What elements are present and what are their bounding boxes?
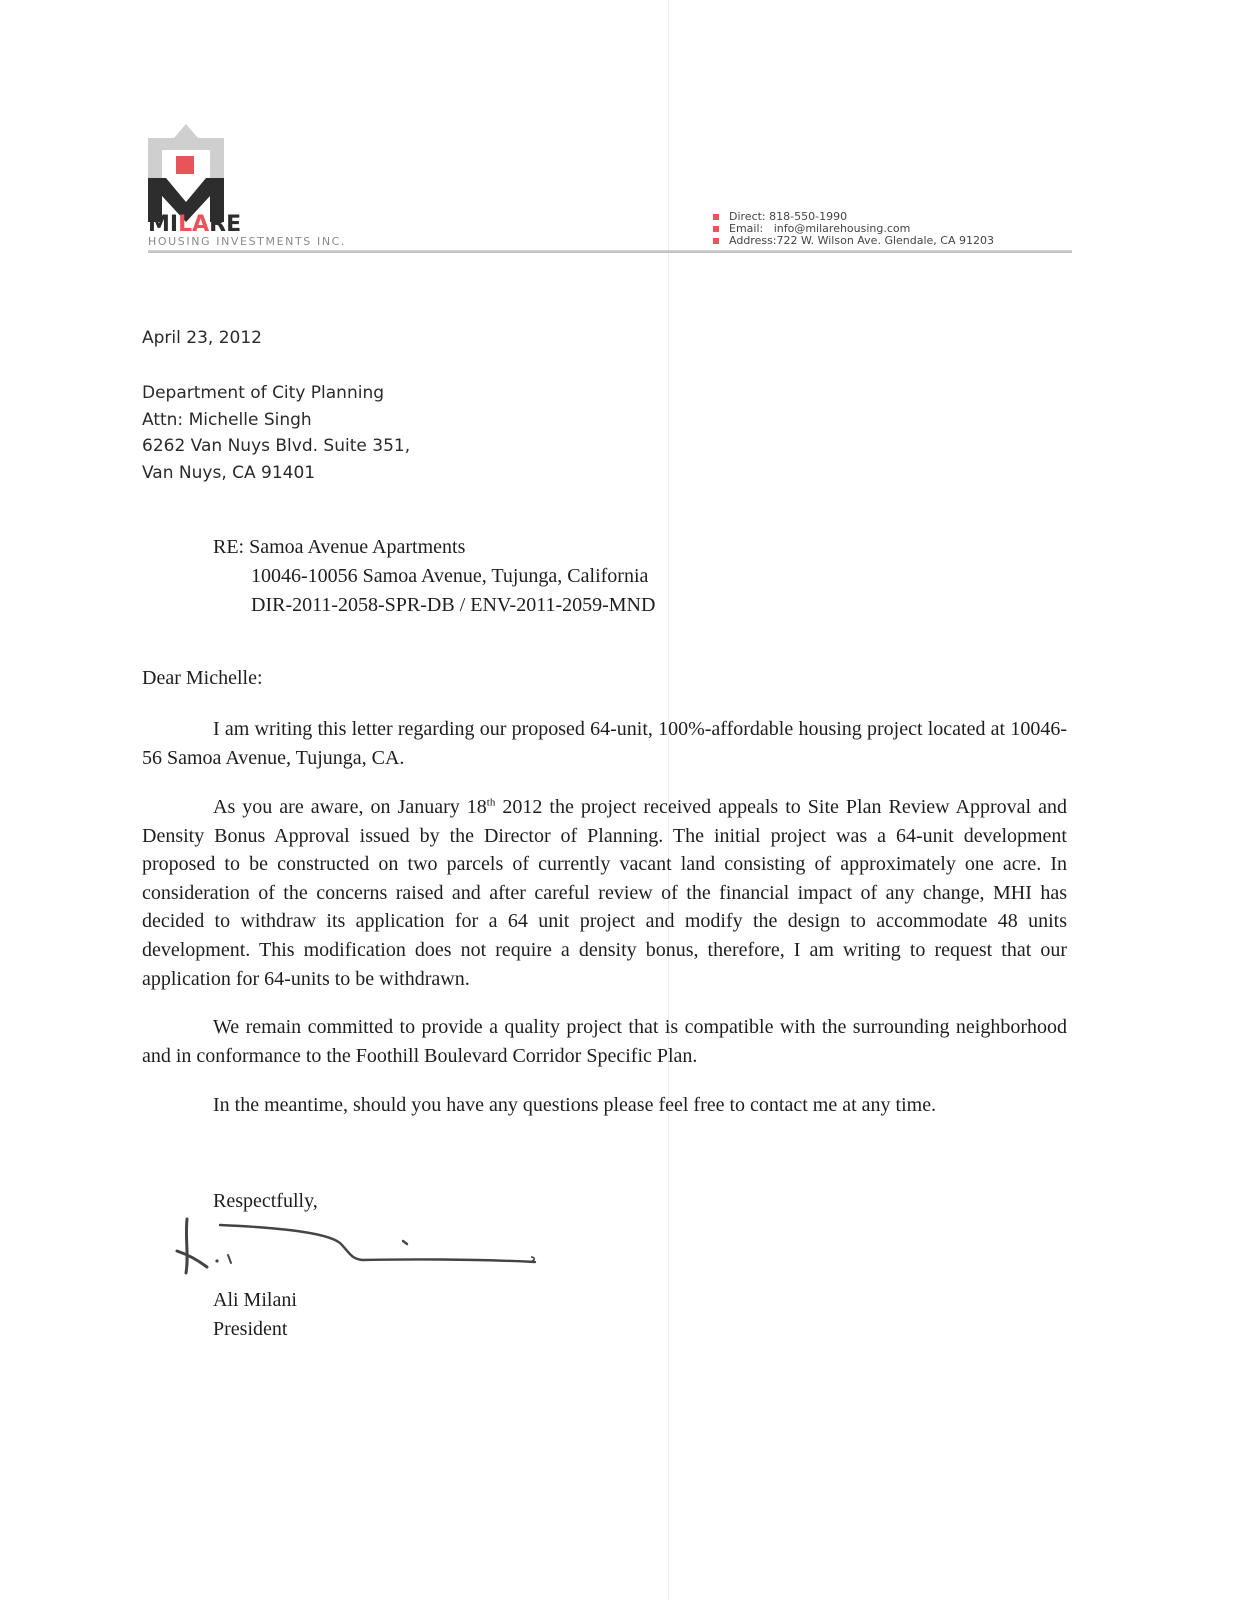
signer-block [213,1286,297,1344]
handwritten-signature-icon [175,1215,545,1285]
contact-email: Email: info@milarehousing.com [713,223,994,235]
brand-tagline: HOUSING INVESTMENTS INC. [148,235,347,248]
milare-logo-icon [148,124,228,222]
brand-name: MILARE [148,212,242,237]
body-paragraph-1: I am writing this letter regarding our proposed 64-unit, 100%-affordable housing project located at 10046-56 Samoa Avenue, Tujunga, CA. [142,718,1067,769]
closing: Respectfully, [213,1190,318,1212]
letterhead-divider [148,250,1072,253]
letter-date: April 23, 2012 [142,328,262,348]
bullet-icon [713,238,719,244]
signer-name: Ali Milani [213,1289,297,1311]
bullet-icon [713,226,719,232]
logo-red-square [176,156,194,174]
body-paragraph-2: As you are aware, on January 18th 2012 the project received appeals to Site Plan Review Approval and Density Bonus Approval issued by the Director of Planning. The initial project was a 64-unit development proposed to be constructed on two parcels of currently vacant land consisting of approximately one acre. In consideration of the concerns raised and after careful review of the financial impact of any change, MHI has decided to withdraw its application for a 64 unit project and modify the design to accommodate 48 units development. This modification does not require a density bonus, therefore, I am writing to request that our application for 64-units to be withdrawn. [142,796,1067,990]
recipient-address: Department of City Planning Attn: Michelle Singh 6262 Van Nuys Blvd. Suite 351, Van Nuys, CA 91401 [142,383,411,483]
body-paragraph-3: We remain committed to provide a quality project that is compatible with the surrounding neighborhood and in conformance to the Foothill Boulevard Corridor Specific Plan. [142,1016,1067,1067]
contact-block [713,211,994,247]
signer-title: President [213,1318,288,1340]
subject-block: RE: Samoa Avenue Apartments 10046-10056 Samoa Avenue, Tujunga, California DIR-2011-2058-SPR-DB / ENV-2011-2059-MND [213,536,656,616]
salutation: Dear Michelle: [142,667,263,689]
contact-direct: Direct: 818-550-1990 [713,211,994,223]
contact-address: Address:722 W. Wilson Ave. Glendale, CA 91203 [713,235,994,247]
body-paragraph-4: In the meantime, should you have any questions please feel free to contact me at any time. [213,1094,937,1116]
bullet-icon [713,214,719,220]
